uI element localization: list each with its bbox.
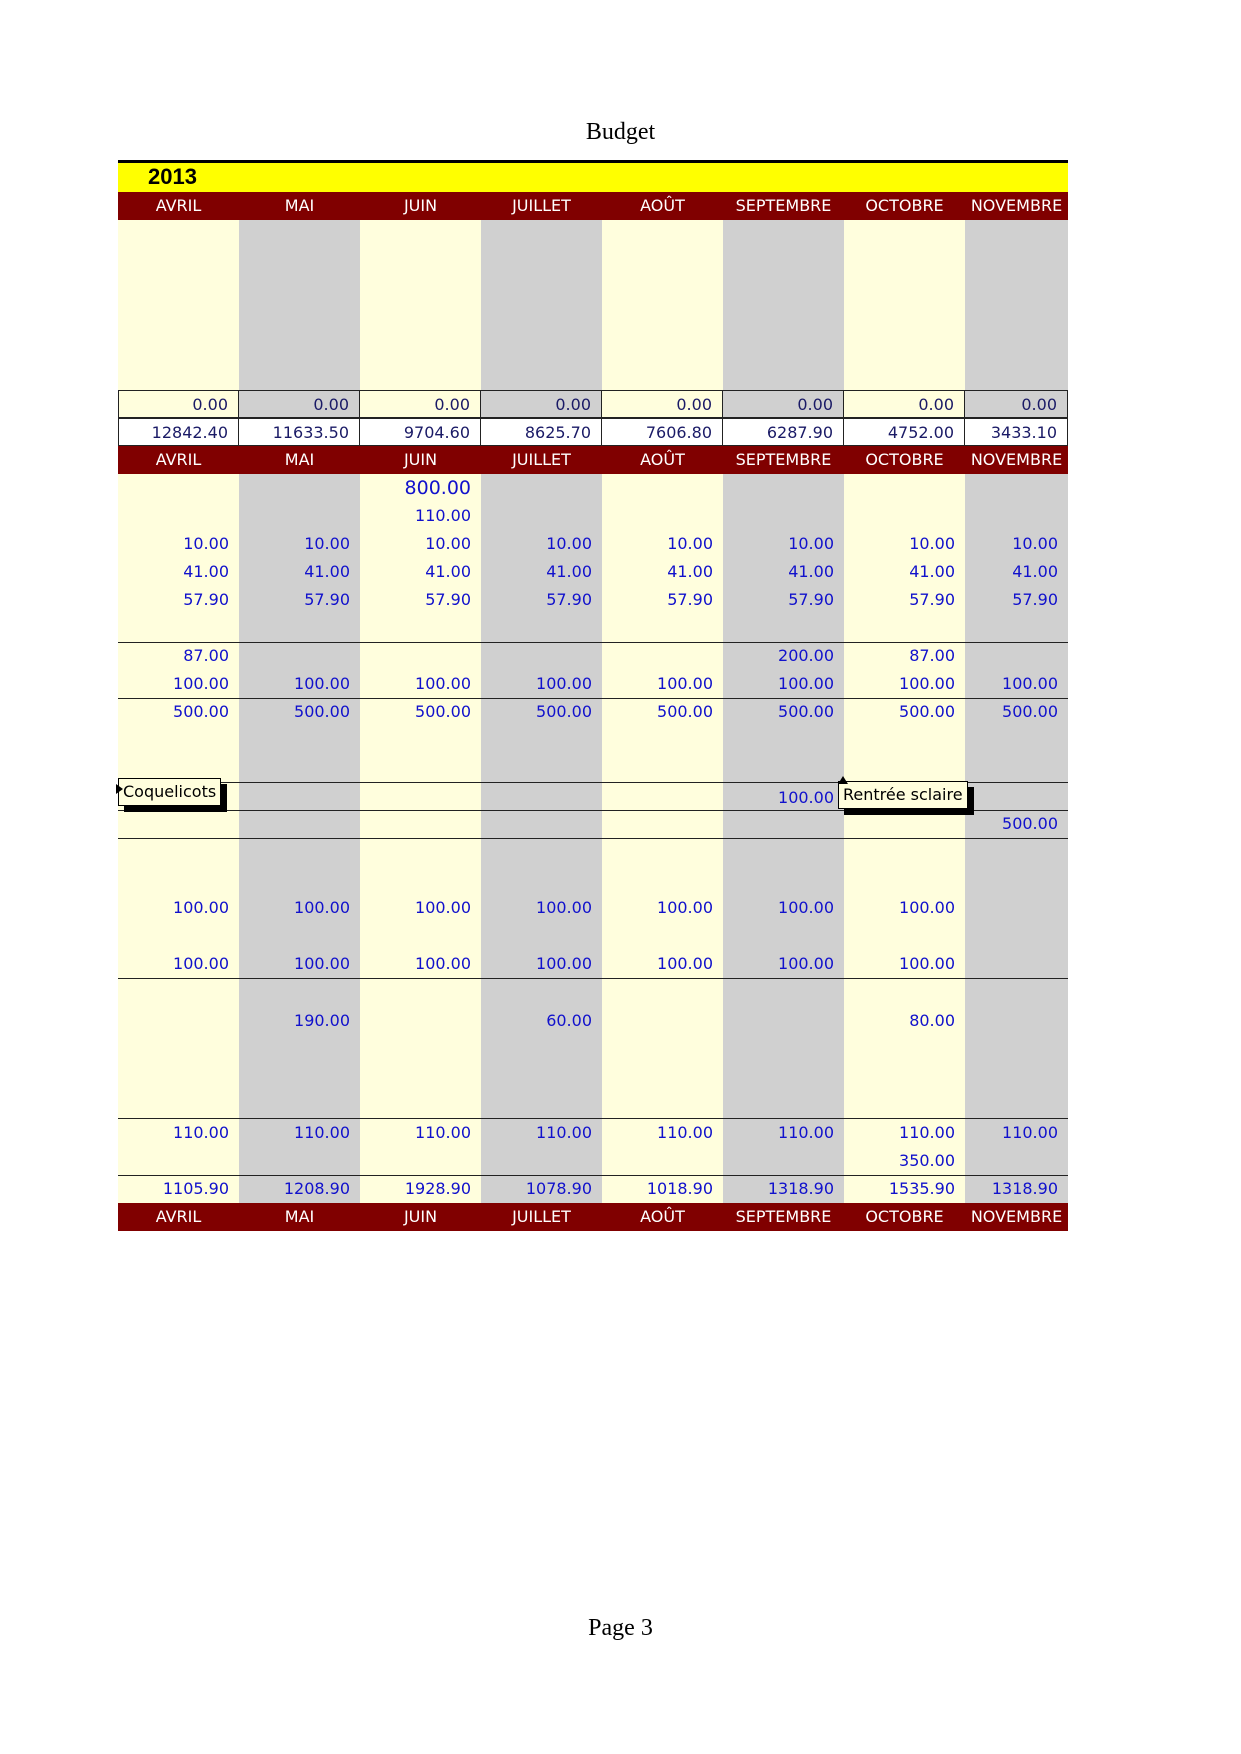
cell-r57-3[interactable]: 57.90 (546, 590, 592, 609)
cell-r10-3[interactable]: 10.00 (546, 534, 592, 553)
cell-zeros-5[interactable]: 0.00 (723, 390, 844, 418)
cell-r110b-7[interactable]: 110.00 (1002, 1123, 1058, 1142)
cell-r57-2[interactable]: 57.90 (425, 590, 471, 609)
cell-r110a-3[interactable] (481, 502, 602, 530)
cell-r500-6[interactable]: 500.00 (899, 702, 955, 721)
cell-r500b-5[interactable] (723, 810, 844, 838)
cell-r100note-1[interactable] (239, 784, 360, 812)
cell-r100b-6[interactable]: 100.00 (899, 898, 955, 917)
cell-r350-6[interactable]: 350.00 (899, 1151, 955, 1170)
month-header-cell: AOÛT (640, 450, 685, 469)
cell-zeros-3[interactable]: 0.00 (481, 390, 602, 418)
comment-note-coquelicots-text: Coquelicots (123, 782, 217, 801)
cell-r110a-5[interactable] (723, 502, 844, 530)
cell-r110b-1[interactable]: 110.00 (294, 1123, 350, 1142)
cell-zeros-1[interactable]: 0.00 (239, 390, 360, 418)
cell-r800-4[interactable] (602, 474, 723, 502)
cell-r800-3[interactable] (481, 474, 602, 502)
cell-r500-7[interactable]: 500.00 (1002, 702, 1058, 721)
cell-zeros-0[interactable]: 0.00 (118, 390, 239, 418)
cell-r100c-7[interactable] (965, 950, 1068, 978)
budget-sheet (118, 160, 1068, 1237)
cell-balance-2[interactable]: 9704.60 (360, 418, 481, 446)
cell-r500b-4[interactable] (602, 810, 723, 838)
month-header-cell: AOÛT (640, 196, 685, 215)
month-header-cell: AVRIL (155, 1207, 202, 1226)
cell-r350-7[interactable] (965, 1147, 1068, 1175)
cell-r10-1[interactable]: 10.00 (304, 534, 350, 553)
cell-r190-1[interactable]: 190.00 (294, 1011, 350, 1030)
cell-r350-2[interactable] (360, 1147, 481, 1175)
cell-r110a-1[interactable] (239, 502, 360, 530)
cell-r87-2[interactable] (360, 642, 481, 670)
cell-r190-2[interactable] (360, 1007, 481, 1035)
cell-r110b-2[interactable]: 110.00 (415, 1123, 471, 1142)
cell-r100c-1[interactable]: 100.00 (294, 954, 350, 973)
cell-r57-7[interactable]: 57.90 (1012, 590, 1058, 609)
cell-zeros-7[interactable]: 0.00 (965, 390, 1068, 418)
month-header-cell: OCTOBRE (865, 1207, 944, 1226)
cell-totals-6[interactable]: 1535.90 (888, 1179, 955, 1198)
cell-r10-0[interactable]: 10.00 (183, 534, 229, 553)
cell-r100a-2[interactable]: 100.00 (415, 674, 471, 693)
cell-r10-7[interactable]: 10.00 (1012, 534, 1058, 553)
cell-r87-6[interactable]: 87.00 (909, 646, 955, 665)
cell-r500-5[interactable]: 500.00 (778, 702, 834, 721)
cell-r500b-2[interactable] (360, 810, 481, 838)
comment-note-coquelicots[interactable] (118, 778, 221, 806)
cell-totals-1[interactable]: 1208.90 (283, 1179, 350, 1198)
cell-r350-3[interactable] (481, 1147, 602, 1175)
cell-r800-6[interactable] (844, 474, 965, 502)
row-500-b (118, 810, 1068, 838)
row-10 (118, 530, 1068, 558)
cell-zeros-6[interactable]: 0.00 (844, 390, 965, 418)
month-header-cell: OCTOBRE (865, 196, 944, 215)
cell-r100note-4[interactable] (602, 784, 723, 812)
cell-balance-1[interactable]: 11633.50 (239, 418, 360, 446)
cell-r87-7[interactable] (965, 642, 1068, 670)
cell-r100a-7[interactable]: 100.00 (1002, 674, 1058, 693)
row-balance (118, 418, 1068, 446)
row-41 (118, 558, 1068, 586)
cell-totals-2[interactable]: 1928.90 (404, 1179, 471, 1198)
cell-r100a-5[interactable]: 100.00 (778, 674, 834, 693)
month-header-top (118, 192, 1068, 220)
row-100-b (118, 894, 1068, 922)
cell-r100b-2[interactable]: 100.00 (415, 898, 471, 917)
cell-r190-0[interactable] (118, 1007, 239, 1035)
cell-r10-4[interactable]: 10.00 (667, 534, 713, 553)
cell-balance-5[interactable]: 6287.90 (723, 418, 844, 446)
cell-r100a-0[interactable]: 100.00 (173, 674, 229, 693)
month-header-cell: JUILLET (512, 196, 571, 215)
cell-r41-1[interactable]: 41.00 (304, 562, 350, 581)
cell-r87-4[interactable] (602, 642, 723, 670)
row-87 (118, 642, 1068, 670)
cell-r190-5[interactable] (723, 1007, 844, 1035)
cell-totals-3[interactable]: 1078.90 (525, 1179, 592, 1198)
cell-r500-0[interactable]: 500.00 (173, 702, 229, 721)
cell-r100b-0[interactable]: 100.00 (173, 898, 229, 917)
cell-r41-3[interactable]: 41.00 (546, 562, 592, 581)
cell-r100c-2[interactable]: 100.00 (415, 954, 471, 973)
cell-balance-6[interactable]: 4752.00 (844, 418, 965, 446)
cell-r10-6[interactable]: 10.00 (909, 534, 955, 553)
cell-r110b-5[interactable]: 110.00 (778, 1123, 834, 1142)
cell-r110a-7[interactable] (965, 502, 1068, 530)
cell-r100b-3[interactable]: 100.00 (536, 898, 592, 917)
cell-r110b-3[interactable]: 110.00 (536, 1123, 592, 1142)
page-title: Budget (585, 119, 656, 145)
month-header-cell: NOVEMBRE (970, 196, 1063, 215)
month-header-cell: MAI (284, 196, 315, 215)
cell-r41-4[interactable]: 41.00 (667, 562, 713, 581)
month-header-bottom (118, 1203, 1068, 1231)
cell-balance-4[interactable]: 7606.80 (602, 418, 723, 446)
month-header-cell: AVRIL (155, 196, 202, 215)
cell-r190-4[interactable] (602, 1007, 723, 1035)
cell-r57-1[interactable]: 57.90 (304, 590, 350, 609)
cell-r100note-7[interactable] (965, 784, 1068, 812)
cell-r100b-7[interactable] (965, 894, 1068, 922)
cell-totals-5[interactable]: 1318.90 (767, 1179, 834, 1198)
cell-r100b-5[interactable]: 100.00 (778, 898, 834, 917)
cell-r800-2[interactable]: 800.00 (404, 477, 471, 499)
row-100-c (118, 950, 1068, 978)
cell-balance-7[interactable]: 3433.10 (965, 418, 1068, 446)
cell-r100note-2[interactable] (360, 784, 481, 812)
cell-r500b-1[interactable] (239, 810, 360, 838)
cell-r100note-3[interactable] (481, 784, 602, 812)
cell-r100c-3[interactable]: 100.00 (536, 954, 592, 973)
cell-r87-5[interactable]: 200.00 (778, 646, 834, 665)
month-header-cell: OCTOBRE (865, 450, 944, 469)
cell-totals-4[interactable]: 1018.90 (646, 1179, 713, 1198)
cell-zeros-4[interactable]: 0.00 (602, 390, 723, 418)
cell-r110a-6[interactable] (844, 502, 965, 530)
cell-r100a-4[interactable]: 100.00 (657, 674, 713, 693)
month-header-cell: MAI (284, 1207, 315, 1226)
row-zeros (118, 390, 1068, 418)
cell-r10-5[interactable]: 10.00 (788, 534, 834, 553)
row-100-a (118, 670, 1068, 698)
cell-r350-5[interactable] (723, 1147, 844, 1175)
cell-r57-6[interactable]: 57.90 (909, 590, 955, 609)
cell-r500b-0[interactable] (118, 810, 239, 838)
month-header-cell: JUIN (403, 1207, 438, 1226)
month-header-cell: JUIN (403, 450, 438, 469)
cell-r41-5[interactable]: 41.00 (788, 562, 834, 581)
row-110-b (118, 1119, 1068, 1147)
row-57-90 (118, 586, 1068, 614)
cell-r41-6[interactable]: 41.00 (909, 562, 955, 581)
month-header-cell: JUILLET (512, 450, 571, 469)
cell-r500b-3[interactable] (481, 810, 602, 838)
cell-r110b-4[interactable]: 110.00 (657, 1123, 713, 1142)
cell-r350-4[interactable] (602, 1147, 723, 1175)
cell-r500b-6[interactable] (844, 810, 965, 838)
cell-r100b-4[interactable]: 100.00 (657, 898, 713, 917)
row-totals (118, 1175, 1068, 1203)
cell-balance-0[interactable]: 12842.40 (118, 418, 239, 446)
cell-totals-0[interactable]: 1105.90 (162, 1179, 229, 1198)
month-header-cell: JUIN (403, 196, 438, 215)
month-header-cell: SEPTEMBRE (735, 1207, 832, 1226)
cell-r100c-4[interactable]: 100.00 (657, 954, 713, 973)
cell-r10-2[interactable]: 10.00 (425, 534, 471, 553)
row-800 (118, 474, 1068, 502)
month-header-middle (118, 446, 1068, 474)
cell-r41-7[interactable]: 41.00 (1012, 562, 1058, 581)
cell-r500-4[interactable]: 500.00 (657, 702, 713, 721)
row-110-juin (118, 502, 1068, 530)
cell-r100a-1[interactable]: 100.00 (294, 674, 350, 693)
cell-r500-3[interactable]: 500.00 (536, 702, 592, 721)
cell-r110a-4[interactable] (602, 502, 723, 530)
cell-balance-3[interactable]: 8625.70 (481, 418, 602, 446)
cell-r57-0[interactable]: 57.90 (183, 590, 229, 609)
cell-r110a-2[interactable]: 110.00 (415, 506, 471, 525)
cell-r110b-0[interactable]: 110.00 (173, 1123, 229, 1142)
month-header-cell: NOVEMBRE (970, 450, 1063, 469)
cell-r190-6[interactable]: 80.00 (909, 1011, 955, 1030)
cell-r87-0[interactable]: 87.00 (183, 646, 229, 665)
cell-r190-3[interactable]: 60.00 (546, 1011, 592, 1030)
cell-totals-7[interactable]: 1318.90 (991, 1179, 1058, 1198)
cell-r100b-1[interactable]: 100.00 (294, 898, 350, 917)
cell-r41-2[interactable]: 41.00 (425, 562, 471, 581)
month-header-cell: JUILLET (512, 1207, 571, 1226)
cell-r110a-0[interactable] (118, 502, 239, 530)
cell-r110b-6[interactable]: 110.00 (899, 1123, 955, 1142)
cell-r350-0[interactable] (118, 1147, 239, 1175)
cell-r57-5[interactable]: 57.90 (788, 590, 834, 609)
comment-anchor-icon (116, 784, 123, 794)
cell-r100c-0[interactable]: 100.00 (173, 954, 229, 973)
cell-r41-0[interactable]: 41.00 (183, 562, 229, 581)
comment-note-rentree[interactable] (838, 781, 968, 809)
comment-note-rentree-text: Rentrée sclaire (843, 785, 963, 804)
cell-r100c-5[interactable]: 100.00 (778, 954, 834, 973)
cell-r800-0[interactable] (118, 474, 239, 502)
cell-r800-1[interactable] (239, 474, 360, 502)
cell-r100a-3[interactable]: 100.00 (536, 674, 592, 693)
row-350 (118, 1147, 1068, 1175)
row-190 (118, 1007, 1068, 1035)
year-bar (118, 160, 1068, 192)
cell-r87-1[interactable] (239, 642, 360, 670)
cell-r500b-7[interactable]: 500.00 (1002, 814, 1058, 833)
cell-r800-7[interactable] (965, 474, 1068, 502)
cell-r100c-6[interactable]: 100.00 (899, 954, 955, 973)
year-label: 2013 (148, 164, 197, 189)
month-header-cell: SEPTEMBRE (735, 450, 832, 469)
cell-r100a-6[interactable]: 100.00 (899, 674, 955, 693)
page-footer: Page 3 (588, 1615, 653, 1641)
cell-r800-5[interactable] (723, 474, 844, 502)
month-header-cell: AOÛT (640, 1207, 685, 1226)
cell-r500-2[interactable]: 500.00 (415, 702, 471, 721)
cell-r190-7[interactable] (965, 1007, 1068, 1035)
row-500 (118, 698, 1068, 726)
month-header-cell: AVRIL (155, 450, 202, 469)
cell-r87-3[interactable] (481, 642, 602, 670)
cell-r100note-5[interactable]: 100.00 (778, 788, 834, 807)
month-header-cell: MAI (284, 450, 315, 469)
cell-r350-1[interactable] (239, 1147, 360, 1175)
cell-r500-1[interactable]: 500.00 (294, 702, 350, 721)
comment-anchor-icon (838, 776, 848, 784)
cell-zeros-2[interactable]: 0.00 (360, 390, 481, 418)
month-header-cell: SEPTEMBRE (735, 196, 832, 215)
month-header-cell: NOVEMBRE (970, 1207, 1063, 1226)
cell-r57-4[interactable]: 57.90 (667, 590, 713, 609)
